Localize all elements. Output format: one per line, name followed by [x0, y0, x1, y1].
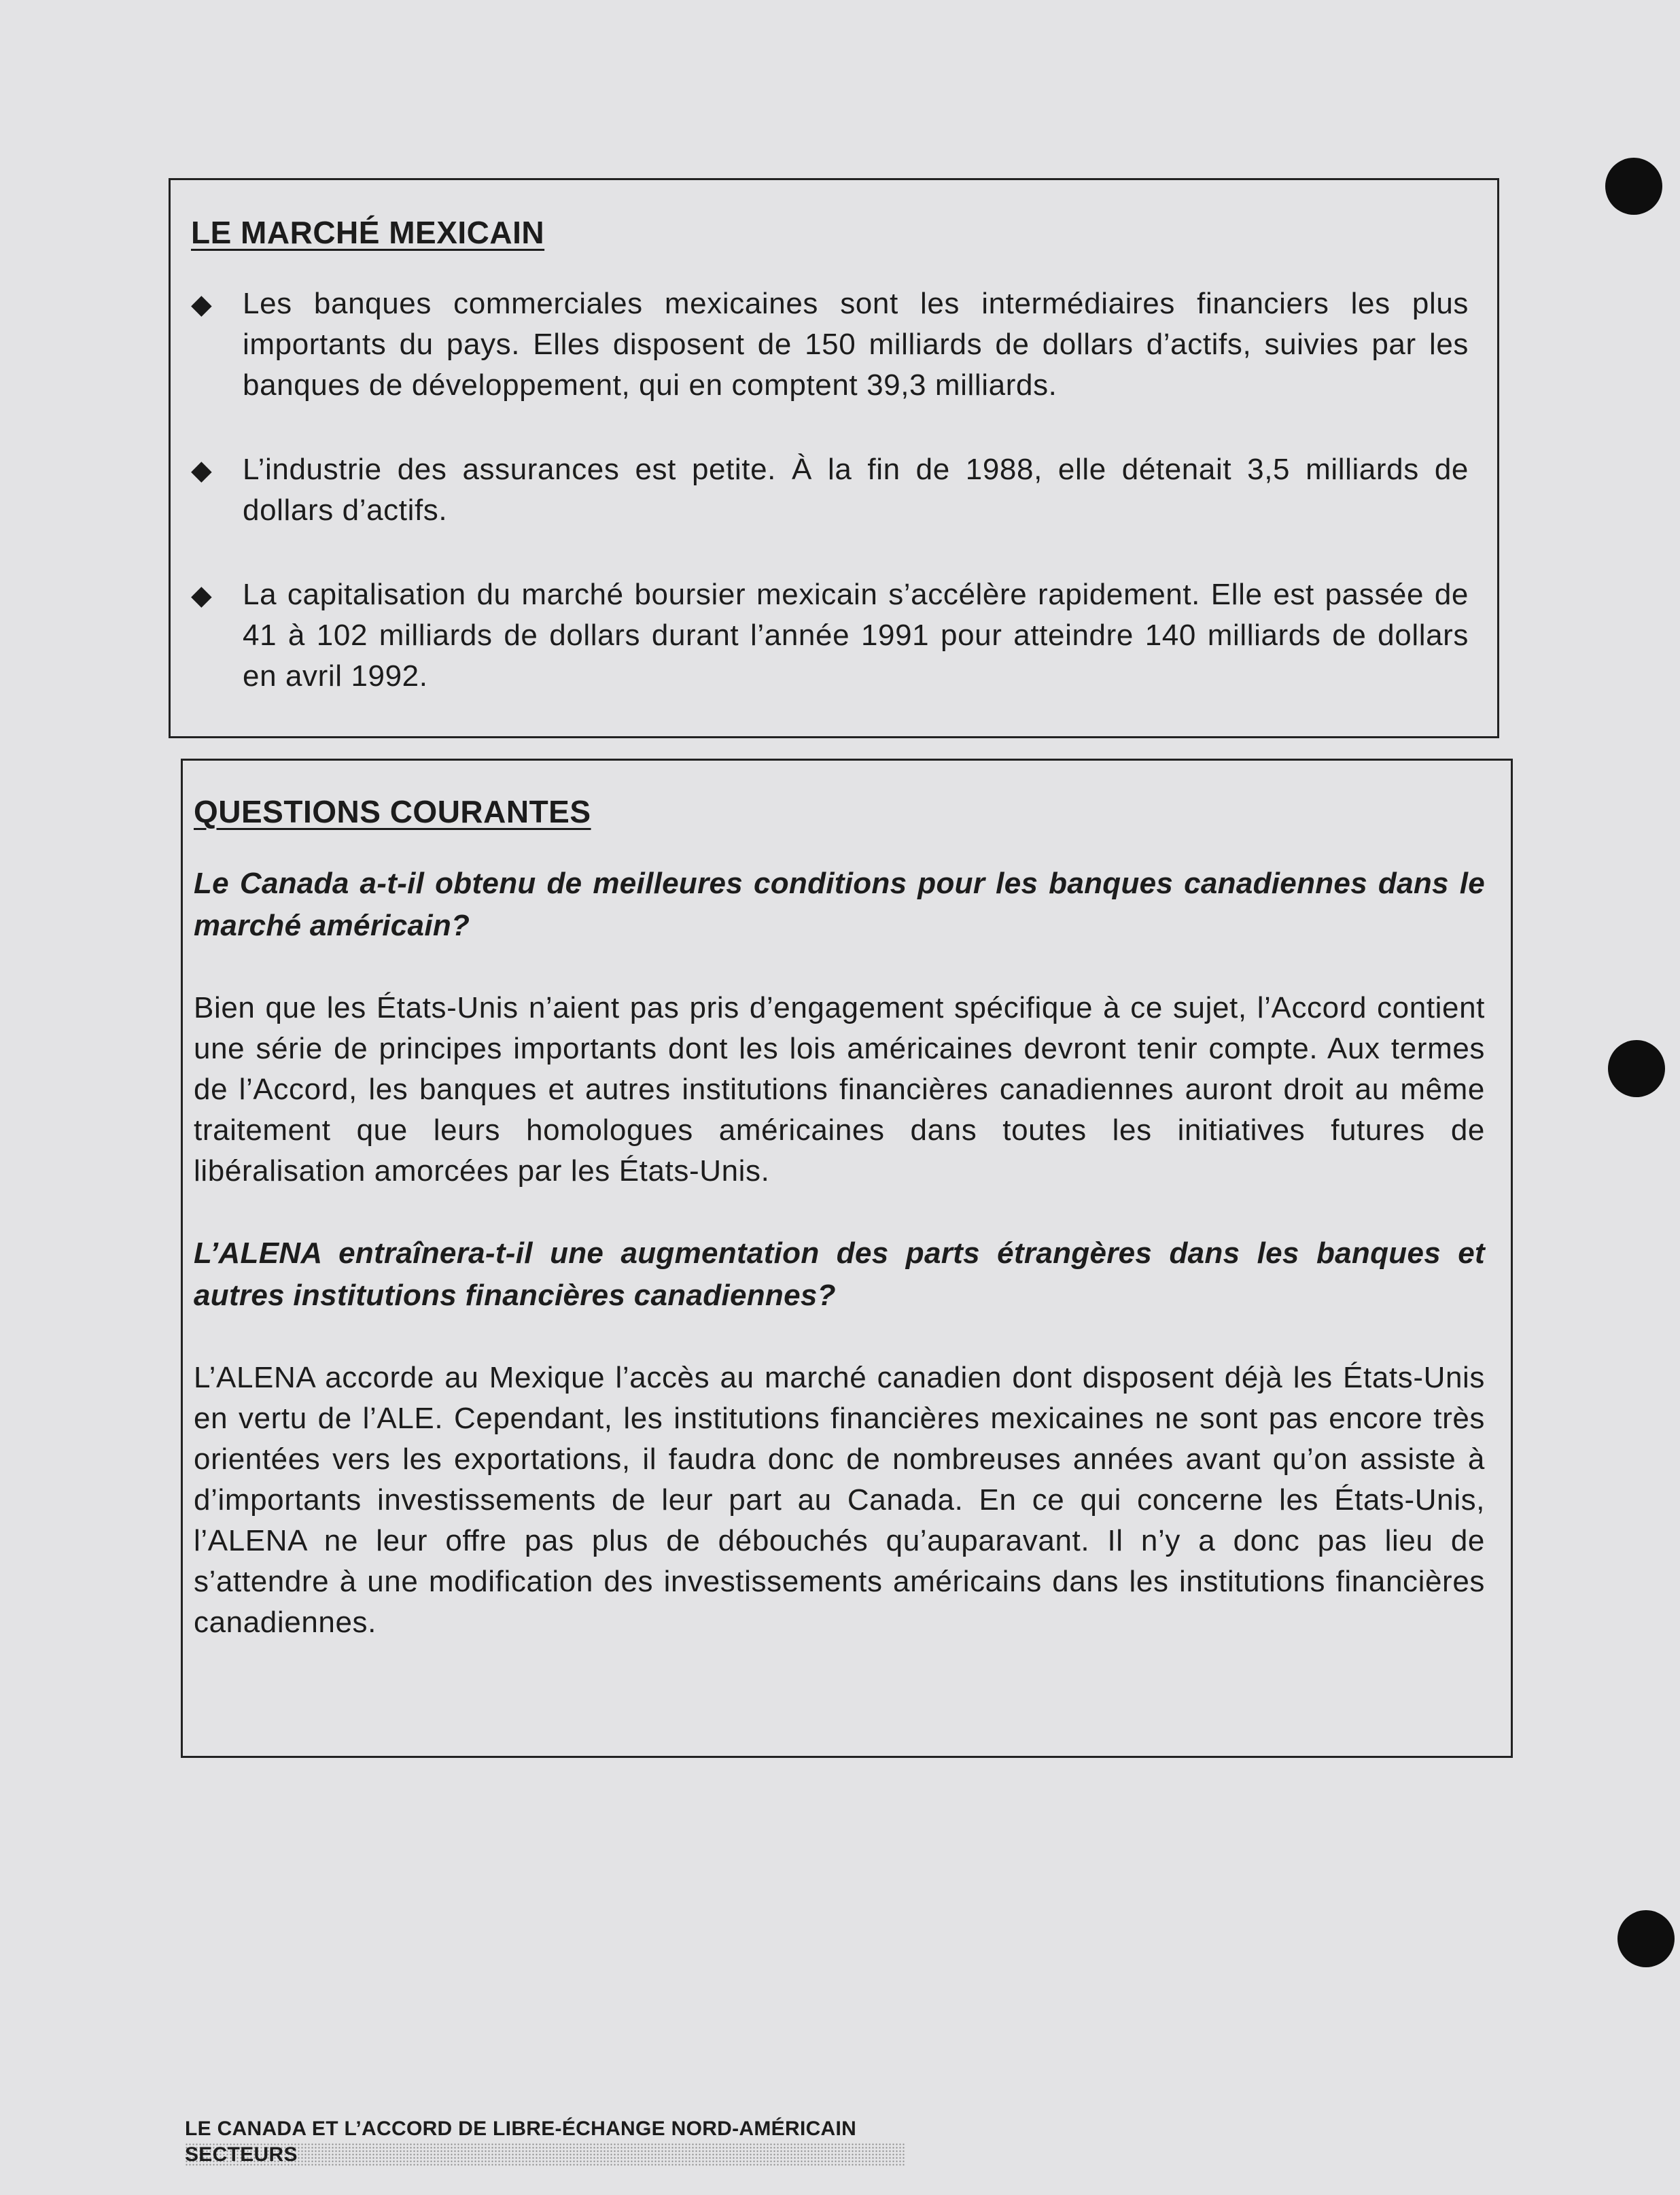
diamond-icon: ◆	[191, 455, 212, 485]
punch-hole-middle	[1608, 1040, 1665, 1097]
page-footer	[185, 2115, 905, 2167]
bullet-text: L’industrie des assurances est petite. À la fin de 1988, elle détenait 3,5 milliards de dollars d’actifs.	[243, 453, 1469, 527]
bullet-item	[191, 449, 1469, 531]
mexican-market-bullet-list	[191, 283, 1469, 740]
faq-box	[181, 759, 1513, 1758]
mexican-market-box	[169, 178, 1499, 738]
punch-hole-bottom	[1617, 1910, 1675, 1967]
diamond-icon: ◆	[191, 290, 212, 319]
bullet-text: Les banques commerciales mexicaines sont les intermédiaires financiers les plus importants du pays. Elles disposent de 150 milliards de dollars d’actifs, suivies par les banques de développement, qui en comptent 39,3 milliards.	[243, 287, 1469, 402]
footer-section-label: SECTEURS	[185, 2143, 905, 2167]
bullet-text: La capitalisation du marché boursier mexicain s’accélère rapidement. Elle est passée de 41 à 102 milliards de dollars durant l’année 1991 pour atteindre 140 milliards de dollars en avril 1992.	[243, 578, 1469, 693]
faq-title: QUESTIONS COURANTES	[194, 794, 591, 829]
faq-question: Le Canada a-t-il obtenu de meilleures conditions pour les banques canadiennes dans le marché américain?	[194, 867, 1485, 942]
bullet-item	[191, 283, 1469, 406]
diamond-icon: ◆	[191, 581, 212, 610]
faq-question: L’ALENA entraînera-t-il une augmentation des parts étrangères dans les banques et autres institutions financières canadiennes?	[194, 1237, 1485, 1312]
footer-publication-title: LE CANADA ET L’ACCORD DE LIBRE-ÉCHANGE NORD-AMÉRICAIN	[185, 2118, 857, 2140]
faq-answer: Bien que les États-Unis n’aient pas pris d’engagement spécifique à ce sujet, l’Accord contient une série de principes importants dont les lois américaines devront tenir compte. Aux termes de l’Accord, les banques et autres institutions financières canadiennes auront droit au même traitement que leurs homologues américaines dans toutes les initiatives futures de libéralisation amorcées par les États-Unis.	[194, 991, 1485, 1188]
faq-list	[194, 863, 1485, 1684]
bullet-item	[191, 574, 1469, 697]
mexican-market-title: LE MARCHÉ MEXICAIN	[191, 215, 545, 250]
punch-hole-top	[1605, 158, 1662, 215]
faq-answer: L’ALENA accorde au Mexique l’accès au marché canadien dont disposent déjà les États-Unis en vertu de l’ALE. Cependant, les institutions financières mexicaines ne sont pas encore très orientées vers les exportations, il faudra donc de nombreuses années avant qu’on assiste à d’importants investissements de leur part au Canada. En ce qui concerne les États-Unis, l’ALENA ne leur offre pas plus de débouchés qu’auparavant. Il n’y a donc pas lieu de s’attendre à une modification des investissements américains dans les institutions financières canadiennes.	[194, 1361, 1485, 1639]
